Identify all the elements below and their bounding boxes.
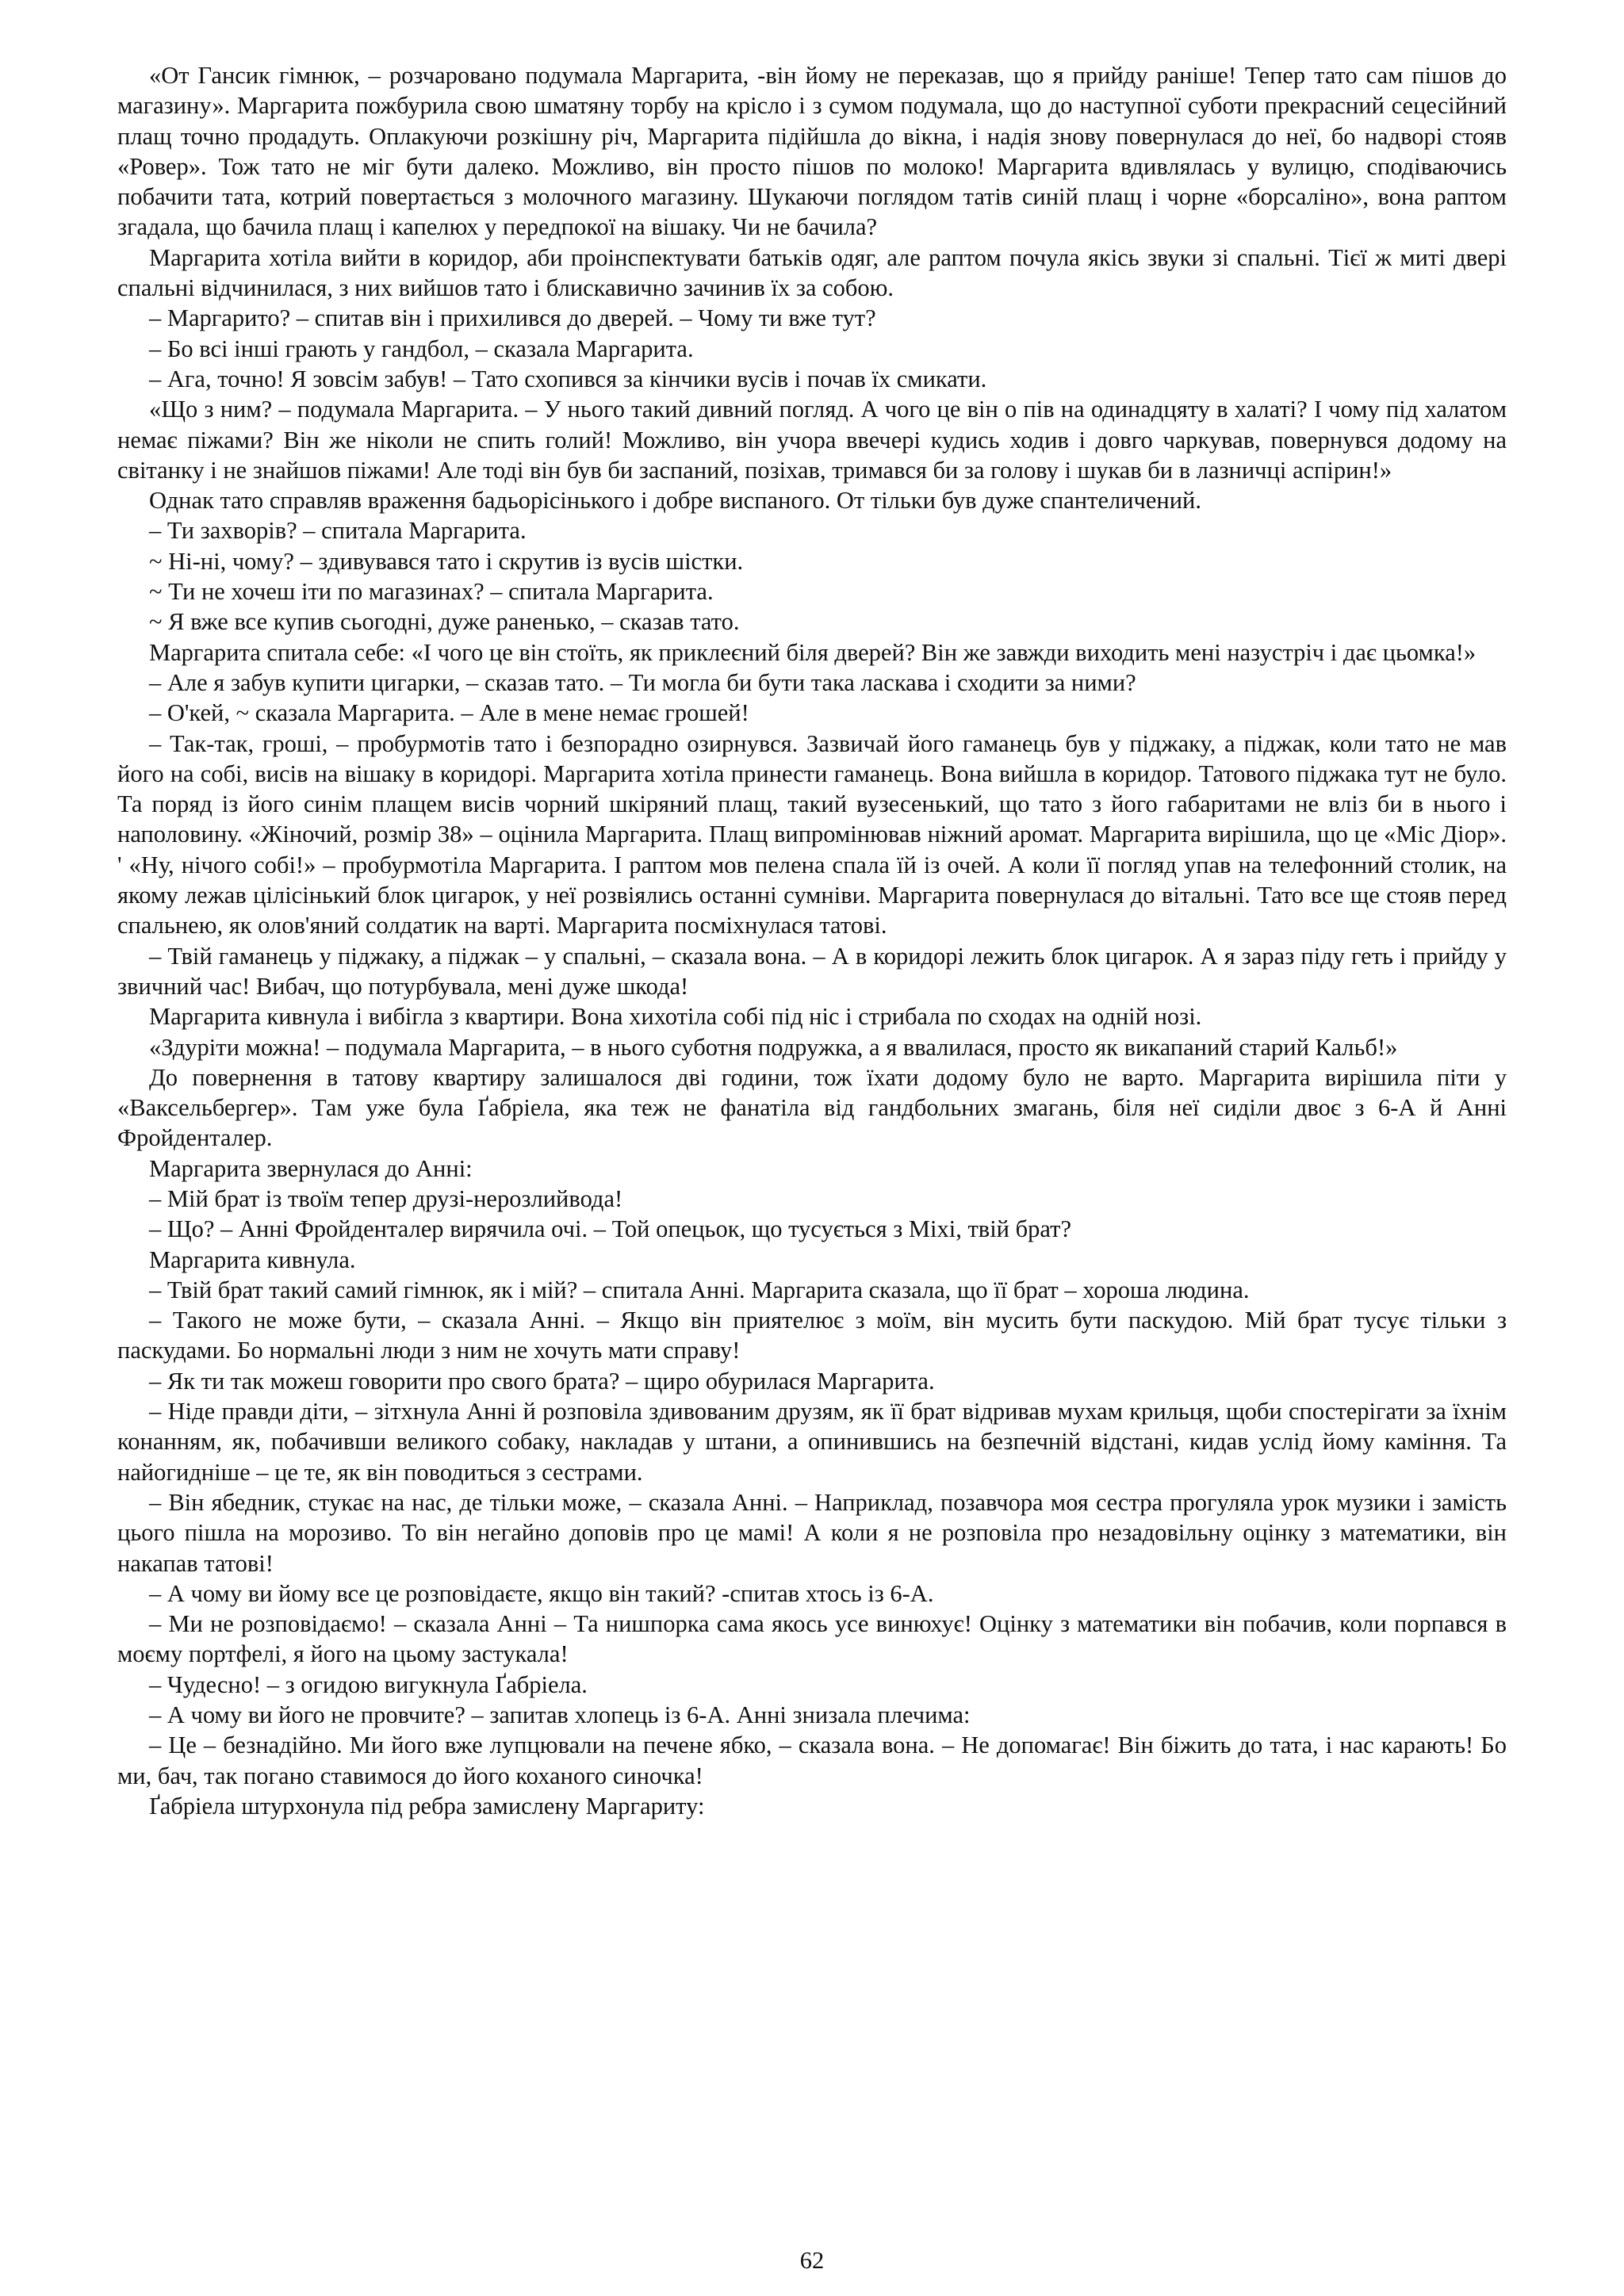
paragraph: – Це – безнадійно. Ми його вже лупцювали на печене ябко, – сказала вона. – Не допомагає! Він біжить до тата, і нас карають! Бо ми, бач, так погано ставимося до його коханого синочка!: [117, 1732, 1507, 1789]
paragraph: – Твій брат такий самий гімнюк, як і мій? – спитала Анні. Маргарита сказала, що її брат – хороша людина.: [149, 1276, 1250, 1303]
paragraph: – Такого не може бути, – сказала Анні. – Якщо він приятелює з моїм, він мусить бути паскудою. Мій брат тусує тільки з паскудами. Бо нормальні люди з ним не хочуть мати справу!: [117, 1307, 1507, 1364]
paragraph: – Ти захворів? – спитала Маргарита.: [149, 517, 527, 545]
paragraph: – Так-так, гроші, – пробурмотів тато і безпорадно озирнувся. Зазвичай його гаманець був у піджаку, а піджак, коли тато не мав його на собі, висів на вішаку в коридорі. Маргарита хотіла принести гаманець. Вона вийшла в коридор. Татового піджака тут не було. Та поряд із його синім плащем висів чорний шкіряний плащ, такий вузесенький, що тато з його габаритами не вліз би в нього і наполовину. «Жіночий, розмір 38» – оцінила Маргарита. Плащ випромінював ніжний аромат. Маргарита вирішила, що це «Міс Діор». ' «Ну, нічого собі!» – пробурмотіла Маргарита. І раптом мов пелена спала їй із очей. А коли її погляд упав на телефонний столик, на якому лежав цілісінький блок цигарок, у неї розвіялись останні сумніви. Маргарита повернулася до вітальні. Тато все ще стояв перед спальнею, як олов'яний солдатик на варті. Маргарита посміхнулася татові.: [117, 729, 1507, 939]
paragraph: Однак тато справляв враження бадьорісінького і добре виспаного. От тільки був дуже спантеличений.: [149, 487, 1202, 515]
paragraph: Маргарита спитала себе: «І чого це він стоїть, як приклеєний біля дверей? Він же завжди виходить мені назустріч і дає цьомка!»: [149, 638, 1477, 666]
paragraph: Маргарита хотіла вийти в коридор, аби проінспектувати батьків одяг, але раптом почула якісь звуки зі спальні. Тієї ж миті двері спальні відчинилася, з них вийшов тато і блискавично зачинив їх за собою.: [117, 243, 1507, 302]
paragraph: – Як ти так можеш говорити про свого брата? – щиро обурилася Маргарита.: [149, 1367, 935, 1395]
paragraph: Ґабріела штурхонула під ребра замислену Маргариту:: [149, 1792, 705, 1820]
paragraph: До повернення в татову квартиру залишалося дві години, тож їхати додому було не варто. Маргарита вирішила піти у «Ваксельбергер». Там уже була Ґабріела, яка теж не фанатіла від гандбольних змагань, біля неї сиділи двоє з 6-А й Анні Фройденталер.: [117, 1063, 1507, 1152]
paragraph: – Ніде правди діти, – зітхнула Анні й розповіла здивованим друзям, як її брат відривав мухам крильця, щоби спостерігати за їхнім конанням, як, побачивши великого собаку, накладав у штани, а опинившись на безпечній відстані, кидав услід йому каміння. Та найогидніше – це те, як він поводиться з сестрами.: [117, 1398, 1507, 1486]
paragraph: ~ Ти не хочеш іти по магазинах? – спитала Маргарита.: [149, 578, 714, 606]
paragraph: – Бо всі інші грають у гандбол, – сказала Маргарита.: [149, 335, 694, 362]
paragraph: – Він ябедник, стукає на нас, де тільки може, – сказала Анні. – Наприклад, позавчора моя сестра прогуляла урок музики і замість цього пішла на морозиво. То він негайно доповів про це мамі! А коли я не розповіла про незадовільну оцінку з математики, він накапав татові!: [117, 1488, 1507, 1577]
paragraph: – Ага, точно! Я зовсім забув! – Тато схопився за кінчики вусів і почав їх смикати.: [149, 365, 987, 392]
page-number: 62: [799, 2247, 825, 2274]
paragraph: Маргарита кивнула.: [149, 1246, 356, 1273]
paragraph: – А чому ви йому все це розповідаєте, якщо він такий? -спитав хтось із 6-А.: [149, 1579, 934, 1607]
paragraph: – Твій гаманець у піджаку, а піджак – у спальні, – сказала вона. – А в коридорі лежить блок цигарок. А я зараз піду геть і прийду у звичний час! Вибач, що потурбувала, мені дуже шкода!: [117, 942, 1507, 1000]
paragraph: Маргарита звернулася до Анні:: [149, 1154, 473, 1182]
paragraph: ~ Я вже все купив сьогодні, дуже раненько, – сказав тато.: [149, 608, 740, 636]
paragraph: «От Гансик гімнюк, – розчаровано подумала Маргарита, -він йому не переказав, що я прийду раніше! Тепер тато сам пішов до магазину». Маргарита пожбурила свою шматяну торбу на крісло і з сумом подумала, що до наступної суботи прекрасний сецесійний плащ точно продадуть. Оплакуючи розкішну річ, Маргарита підійшла до вікна, і надія знову повернулася до неї, бо надворі стояв «Ровер». Тож тато не міг бути далеко. Можливо, він просто пішов по молоко! Маргарита вдивлялась у вулицю, сподіваючись побачити тата, котрий повертається з молочного магазину. Шукаючи поглядом татів синій плащ і чорне «борсаліно», вона раптом згадала, що бачила плащ і капелюх у передпокої на вішаку. Чи не бачила?: [117, 62, 1507, 241]
paragraph: «Що з ним? – подумала Маргарита. – У нього такий дивний погляд. А чого це він о пів на одинадцяту в халаті? І чому під халатом немає піжами? Він же ніколи не спить голий! Можливо, він учора ввечері кудись ходив і довго чаркував, повернувся додому на світанку і не знайшов піжами! Але тоді він був би заспаний, позіхав, тримався би за голову і шукав би в лазничці аспірин!»: [117, 396, 1507, 484]
paragraph: – О'кей, ~ сказала Маргарита. – Але в мене немає грошей!: [149, 699, 749, 727]
paragraph: «Здуріти можна! – подумала Маргарита, – в нього суботня подружка, а я ввалилася, просто як викапаний старий Кальб!»: [149, 1033, 1398, 1061]
paragraph: – Чудесно! – з огидою вигукнула Ґабріела.: [149, 1670, 588, 1698]
paragraph: ~ Ні-ні, чому? – здивувався тато і скрутив із вусів шістки.: [149, 547, 744, 575]
book-page-text: [117, 60, 1507, 1821]
paragraph: – Ми не розповідаємо! – сказала Анні – Та нишпорка сама якось усе винюхує! Оцінку з математики він побачив, коли порпався в моєму портфелі, я його на цьому застукала!: [117, 1610, 1507, 1668]
paragraph: – Але я забув купити цигарки, – сказав тато. – Ти могла би бути така ласкава і сходити за ними?: [149, 668, 1136, 696]
paragraph: Маргарита кивнула і вибігла з квартири. Вона хихотіла собі під ніс і стрибала по сходах на одній нозі.: [149, 1003, 1202, 1031]
paragraph: – Маргарито? – спитав він і прихилився до дверей. – Чому ти вже тут?: [149, 304, 876, 332]
paragraph: – Що? – Анні Фройденталер вирячила очі. – Той опецьок, що тусується з Міхі, твій брат?: [149, 1215, 1071, 1243]
paragraph: – А чому ви його не провчите? – запитав хлопець із 6-А. Анні знизала плечима:: [149, 1701, 971, 1729]
paragraph: – Мій брат із твоїм тепер друзі-нерозлийвода!: [149, 1184, 623, 1212]
